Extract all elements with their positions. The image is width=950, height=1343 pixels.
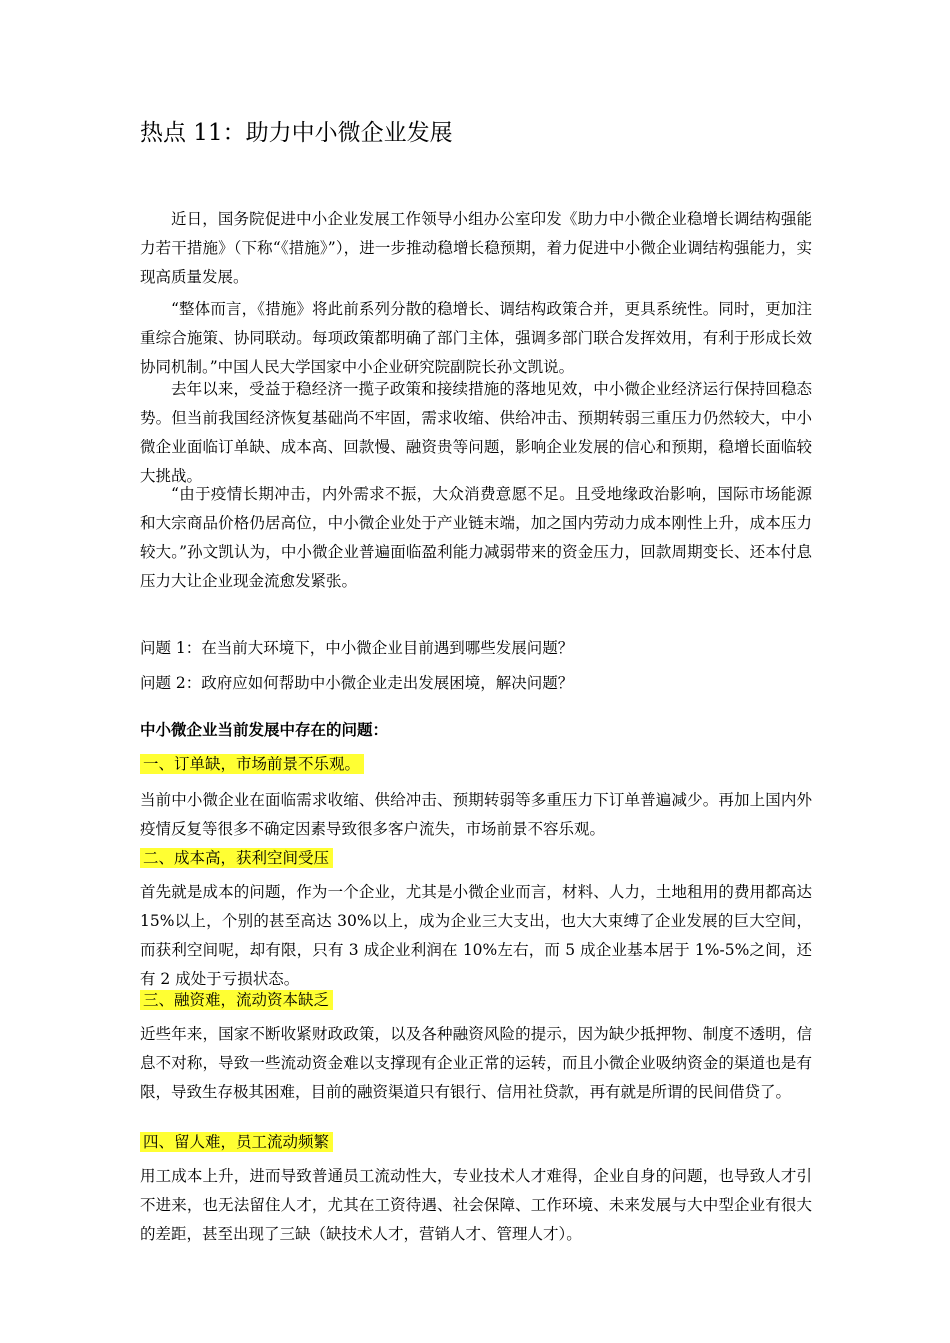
intro-paragraph-2: “整体而言，《措施》将此前系列分散的稳增长、调结构政策合并，更具系统性。同时，更加注重综合施策、协同联动。每项政策都明确了部门主体，强调多部门联合发挥效用，有利于形成长效协同机制。”中国人民大学国家中小企业研究院副院长孙文凯说。 <box>140 300 812 376</box>
problem-2-body: 首先就是成本的问题，作为一个企业，尤其是小微企业而言，材料、人力，土地租用的费用都高达 15%以上，个别的甚至高达 30%以上，成为企业三大支出，也大大束缚了企业发展的巨大空间，而获利空间呢，却有限，只有 3 成企业利润在 10%左右，而 5 成企业基本居于 1%-5%之间，还有 2 成处于亏损状态。 <box>140 883 812 988</box>
highlight-mark: 四、留人难，员工流动频繁 <box>140 1132 333 1152</box>
problem-4-body: 用工成本上升，进而导致普通员工流动性大，专业技术人才难得，企业自身的问题，也导致人才引不进来，也无法留住人才，尤其在工资待遇、社会保障、工作环境、未来发展与大中型企业有很大的差距，甚至出现了三缺（缺技术人才，营销人才、管理人才）。 <box>140 1167 812 1243</box>
question-2: 问题 2：政府应如何帮助中小微企业走出发展困境，解决问题？ <box>140 674 574 692</box>
intro-paragraph-4: “由于疫情长期冲击，内外需求不振，大众消费意愿不足。且受地缘政治影响，国际市场能源和大宗商品价格仍居高位，中小微企业处于产业链末端，加之国内劳动力成本刚性上升，成本压力较大。”孙文凯认为，中小微企业普遍面临盈利能力减弱带来的资金压力，回款周期变长、还本付息压力大让企业现金流愈发紧张。 <box>140 485 812 590</box>
highlight-mark: 三、融资难，流动资本缺乏 <box>140 990 333 1010</box>
highlight-mark: 一、订单缺，市场前景不乐观。 <box>140 754 364 774</box>
problem-3-heading <box>140 987 333 1013</box>
highlight-mark: 二、成本高，获利空间受压 <box>140 848 333 868</box>
problems-heading: 中小微企业当前发展中存在的问题： <box>140 720 389 739</box>
problem-4-heading <box>140 1129 333 1155</box>
problem-3-body: 近些年来，国家不断收紧财政政策，以及各种融资风险的提示，因为缺少抵押物、制度不透明，信息不对称，导致一些流动资金难以支撑现有企业正常的运转，而且小微企业吸纳资金的渠道也是有限，导致生存极其困难，目前的融资渠道只有银行、信用社贷款，再有就是所谓的民间借贷了。 <box>140 1025 812 1101</box>
problem-2-heading <box>140 845 333 871</box>
intro-paragraph-3: 去年以来，受益于稳经济一揽子政策和接续措施的落地见效，中小微企业经济运行保持回稳态势。但当前我国经济恢复基础尚不牢固，需求收缩、供给冲击、预期转弱三重压力仍然较大，中小微企业面临订单缺、成本高、回款慢、融资贵等问题，影响企业发展的信心和预期，稳增长面临较大挑战。 <box>140 380 812 485</box>
page-title: 热点 11：助力中小微企业发展 <box>140 120 453 146</box>
question-1: 问题 1：在当前大环境下，中小微企业目前遇到哪些发展问题？ <box>140 639 574 657</box>
problem-1-heading <box>140 751 364 777</box>
problem-1-body: 当前中小微企业在面临需求收缩、供给冲击、预期转弱等多重压力下订单普遍减少。再加上国内外疫情反复等很多不确定因素导致很多客户流失，市场前景不容乐观。 <box>140 791 812 838</box>
intro-paragraph-1: 近日，国务院促进中小企业发展工作领导小组办公室印发《助力中小微企业稳增长调结构强能力若干措施》（下称“《措施》”），进一步推动稳增长稳预期，着力促进中小微企业调结构强能力，实现高质量发展。 <box>140 210 812 286</box>
